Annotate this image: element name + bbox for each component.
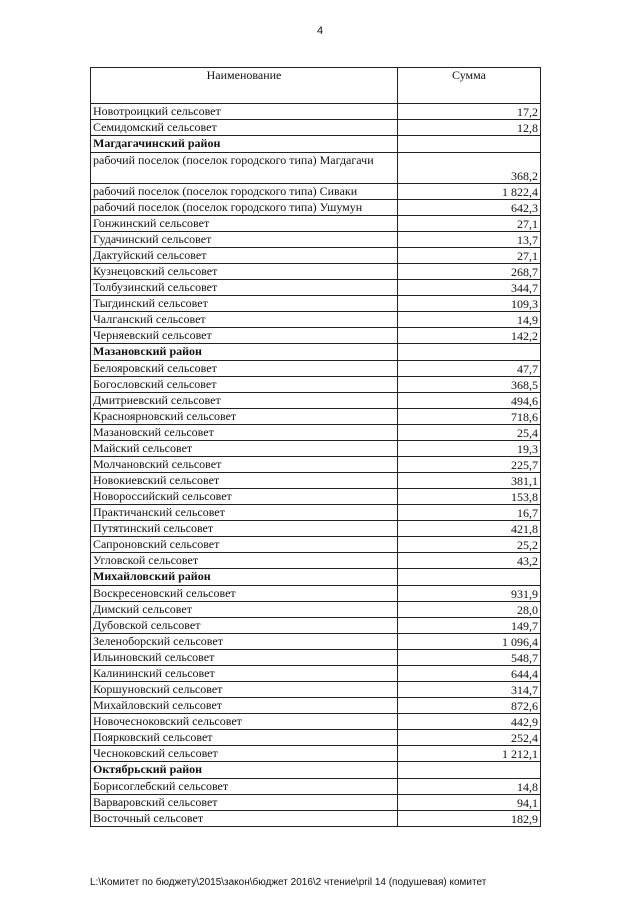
settlement-name: Гудачинский сельсовет: [91, 232, 398, 248]
table-row: [91, 153, 541, 184]
amount: 268,7: [398, 264, 541, 280]
settlement-name: Зеленоборский сельсовет: [91, 634, 398, 650]
settlement-name: Димский сельсовет: [91, 602, 398, 618]
amount: 14,8: [398, 779, 541, 795]
district-row: [91, 762, 541, 779]
table-row: [91, 216, 541, 232]
amount: 718,6: [398, 409, 541, 425]
settlement-name: рабочий поселок (поселок городского типа) Магдагачи: [91, 153, 398, 184]
settlement-name: Воскресеновский сельсовет: [91, 586, 398, 602]
settlement-name: Угловской сельсовет: [91, 553, 398, 569]
table-row: [91, 200, 541, 216]
table-row: [91, 666, 541, 682]
amount: 142,2: [398, 328, 541, 344]
header-sum: Сумма: [398, 68, 541, 104]
table-row: [91, 795, 541, 811]
settlement-name: Чалганский сельсовет: [91, 312, 398, 328]
settlement-name: Варваровский сельсовет: [91, 795, 398, 811]
table-row: [91, 634, 541, 650]
settlement-name: Мазановский сельсовет: [91, 425, 398, 441]
district-row: [91, 344, 541, 361]
table-header-row: [91, 68, 541, 104]
table-row: [91, 811, 541, 827]
amount: 344,7: [398, 280, 541, 296]
amount: 1 822,4: [398, 184, 541, 200]
district-name: Октябрьский район: [91, 762, 398, 779]
settlement-name: Толбузинский сельсовет: [91, 280, 398, 296]
amount: 153,8: [398, 489, 541, 505]
district-name: Магдагачинский район: [91, 136, 398, 153]
amount: [398, 762, 541, 779]
table-row: [91, 698, 541, 714]
amount: 182,9: [398, 811, 541, 827]
settlement-name: Михайловский сельсовет: [91, 698, 398, 714]
district-row: [91, 136, 541, 153]
settlement-name: Красноярновский сельсовет: [91, 409, 398, 425]
settlement-name: Поярковский сельсовет: [91, 730, 398, 746]
amount: 47,7: [398, 361, 541, 377]
table-row: [91, 377, 541, 393]
table-row: [91, 618, 541, 634]
settlement-name: Богословский сельсовет: [91, 377, 398, 393]
amount: 368,2: [398, 153, 541, 184]
table-row: [91, 457, 541, 473]
table-row: [91, 505, 541, 521]
amount: 225,7: [398, 457, 541, 473]
page-number: 4: [316, 25, 324, 37]
settlement-name: рабочий поселок (поселок городского типа) Сиваки: [91, 184, 398, 200]
amount: 368,5: [398, 377, 541, 393]
settlement-name: Дактуйский сельсовет: [91, 248, 398, 264]
settlement-name: Семидомский сельсовет: [91, 120, 398, 136]
amount: 13,7: [398, 232, 541, 248]
settlement-name: Дубовской сельсовет: [91, 618, 398, 634]
table-row: [91, 425, 541, 441]
amount: 12,8: [398, 120, 541, 136]
amount: 644,4: [398, 666, 541, 682]
settlement-name: Борисоглебский сельсовет: [91, 779, 398, 795]
table-row: [91, 650, 541, 666]
district-row: [91, 569, 541, 586]
table-row: [91, 586, 541, 602]
settlement-name: Гонжинский сельсовет: [91, 216, 398, 232]
amount: 94,1: [398, 795, 541, 811]
table-row: [91, 104, 541, 120]
table-row: [91, 521, 541, 537]
table-row: [91, 553, 541, 569]
table-row: [91, 714, 541, 730]
amount: 442,9: [398, 714, 541, 730]
table-row: [91, 312, 541, 328]
amount: 314,7: [398, 682, 541, 698]
amount: 17,2: [398, 104, 541, 120]
amount: 27,1: [398, 216, 541, 232]
settlement-name: Тыгдинский сельсовет: [91, 296, 398, 312]
table-row: [91, 264, 541, 280]
table-row: [91, 409, 541, 425]
amount: 43,2: [398, 553, 541, 569]
settlement-name: Дмитриевский сельсовет: [91, 393, 398, 409]
amount: [398, 344, 541, 361]
amount: 19,3: [398, 441, 541, 457]
table-row: [91, 248, 541, 264]
amount: 25,2: [398, 537, 541, 553]
settlement-name: Новочесноковский сельсовет: [91, 714, 398, 730]
table-row: [91, 746, 541, 762]
table-row: [91, 296, 541, 312]
settlement-name: Сапроновский сельсовет: [91, 537, 398, 553]
amount: 872,6: [398, 698, 541, 714]
table-row: [91, 328, 541, 344]
amount: 27,1: [398, 248, 541, 264]
header-name: Наименование: [91, 68, 398, 104]
amount: 28,0: [398, 602, 541, 618]
table-row: [91, 232, 541, 248]
settlement-name: Практичанский сельсовет: [91, 505, 398, 521]
amount: 109,3: [398, 296, 541, 312]
table-row: [91, 489, 541, 505]
settlement-name: Ильиновский сельсовет: [91, 650, 398, 666]
table-row: [91, 682, 541, 698]
settlement-name: Чесноковский сельсовет: [91, 746, 398, 762]
amount: 14,9: [398, 312, 541, 328]
amount: 25,4: [398, 425, 541, 441]
table-body: [91, 104, 541, 827]
budget-table: [90, 67, 541, 827]
table-row: [91, 441, 541, 457]
amount: 642,3: [398, 200, 541, 216]
amount: 548,7: [398, 650, 541, 666]
amount: [398, 136, 541, 153]
settlement-name: рабочий поселок (поселок городского типа) Ушумун: [91, 200, 398, 216]
table-row: [91, 361, 541, 377]
amount: 16,7: [398, 505, 541, 521]
settlement-name: Новотроицкий сельсовет: [91, 104, 398, 120]
table-row: [91, 602, 541, 618]
file-path-footer: L:\Комитет по бюджету\2015\закон\бюджет 2016\2 чтение\pril 14 (подушевая) комитет: [90, 877, 487, 888]
amount: 381,1: [398, 473, 541, 489]
amount: 421,8: [398, 521, 541, 537]
amount: 252,4: [398, 730, 541, 746]
settlement-name: Молчановский сельсовет: [91, 457, 398, 473]
amount: 931,9: [398, 586, 541, 602]
settlement-name: Новокиевский сельсовет: [91, 473, 398, 489]
amount: [398, 569, 541, 586]
amount: 149,7: [398, 618, 541, 634]
settlement-name: Коршуновский сельсовет: [91, 682, 398, 698]
settlement-name: Калининский сельсовет: [91, 666, 398, 682]
settlement-name: Путятинский сельсовет: [91, 521, 398, 537]
amount: 1 212,1: [398, 746, 541, 762]
settlement-name: Черняевский сельсовет: [91, 328, 398, 344]
amount: 1 096,4: [398, 634, 541, 650]
settlement-name: Белояровский сельсовет: [91, 361, 398, 377]
district-name: Михайловский район: [91, 569, 398, 586]
table-row: [91, 473, 541, 489]
table-row: [91, 537, 541, 553]
settlement-name: Восточный сельсовет: [91, 811, 398, 827]
settlement-name: Майский сельсовет: [91, 441, 398, 457]
settlement-name: Кузнецовский сельсовет: [91, 264, 398, 280]
amount: 494,6: [398, 393, 541, 409]
table-row: [91, 779, 541, 795]
table-row: [91, 393, 541, 409]
table-row: [91, 120, 541, 136]
district-name: Мазановский район: [91, 344, 398, 361]
settlement-name: Новороссийский сельсовет: [91, 489, 398, 505]
table-row: [91, 730, 541, 746]
table-row: [91, 184, 541, 200]
table-row: [91, 280, 541, 296]
